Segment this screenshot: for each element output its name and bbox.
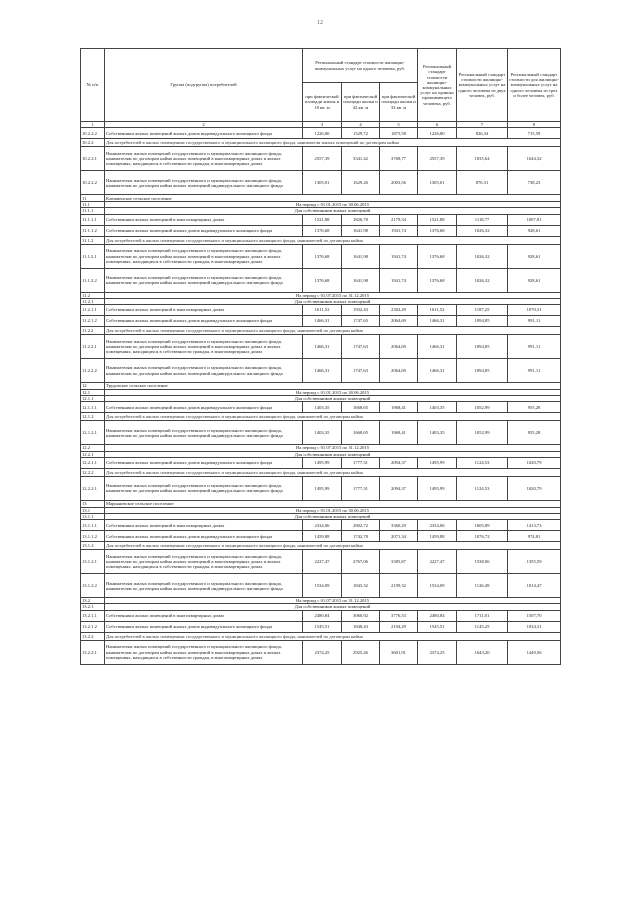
section-title: Трудовское сельское поселение: [105, 383, 561, 390]
value-cell: 1466,31: [303, 359, 342, 383]
table-row: [81, 457, 561, 468]
value-cell: 2199,32: [380, 574, 418, 598]
row-code: 13.2.1: [81, 604, 105, 610]
value-cell: 1521,88: [418, 214, 457, 225]
row-code: 13.1.1: [81, 514, 105, 520]
table-row: [81, 225, 561, 236]
value-cell: 1495,99: [418, 457, 457, 468]
row-code: 12.2.1: [81, 451, 105, 457]
value-cell: 1118,77: [457, 214, 508, 225]
row-description: Собственники жилых помещений жилых домов индивидуального жилищного фонда: [105, 621, 303, 632]
value-cell: 3768,77: [380, 147, 418, 171]
value-cell: 1605,89: [457, 520, 508, 531]
table-body: [81, 128, 561, 664]
value-cell: 3601,91: [380, 640, 418, 664]
table-row: [81, 128, 561, 139]
row-code: 10.2.2: [81, 139, 105, 147]
value-cell: 1052,99: [457, 421, 508, 445]
value-cell: 1747,63: [342, 335, 380, 359]
regional-standard-table: [80, 48, 561, 665]
value-cell: 1875,58: [380, 128, 418, 139]
row-code: 13.2.2: [81, 632, 105, 640]
period-label: Для собственников жилых помещений: [105, 298, 561, 304]
row-code: 13.1.1.1: [81, 520, 105, 531]
table-row: [81, 402, 561, 413]
row-description: Нанимателям жилых помещений государственного и муниципального жилищного фонда, нанимателям по договорам найма жилых помещений в многоквартирных домах и жилых помещениях, находящихся в собственности граждан, в многоквартирных домах: [105, 244, 303, 268]
value-cell: 2094,37: [380, 457, 418, 468]
value-cell: 2064,69: [380, 335, 418, 359]
period-label: На период с 01.01.2015 по 30.06.2015: [105, 202, 561, 208]
row-code: 11.1: [81, 202, 105, 208]
value-cell: 1466,31: [303, 316, 342, 327]
row-code: 11.2.2: [81, 327, 105, 335]
row-description: Собственники жилых помещений жилых домов индивидуального жилищного фонда: [105, 128, 303, 139]
row-code: 10.2.2.2: [81, 171, 105, 195]
row-code: 12: [81, 383, 105, 390]
value-cell: 876,31: [457, 171, 508, 195]
value-cell: 1545,51: [303, 621, 342, 632]
table-row: [81, 316, 561, 327]
row-code: 13.1: [81, 507, 105, 513]
value-cell: 1545,51: [418, 621, 457, 632]
row-description: Собственники жилых помещений жилых домов индивидуального жилищного фонда: [105, 531, 303, 542]
header-single: Региональный стандарт стоимости жилищно-коммунальных услуг на одиноко проживающего человека, руб.: [418, 49, 457, 122]
value-cell: 1034,31: [508, 621, 561, 632]
value-cell: 1668,65: [342, 402, 380, 413]
subgroup-note: Для потребителей в жилых помещениях государственного и муниципального жилищного фонда, нанимателей по договорам найма: [105, 468, 561, 476]
value-cell: 1932,43: [342, 305, 380, 316]
row-code: 12.1.1.1: [81, 402, 105, 413]
table-row: [81, 147, 561, 171]
page-number: 12: [317, 20, 323, 26]
header-code: № п/п: [81, 49, 105, 122]
header-area-42: при фактической площади жилья и 42 кв. м: [342, 83, 380, 122]
value-cell: 2227,47: [418, 550, 457, 574]
period-label: На период с 01.07.2015 по 31.12.2015: [105, 598, 561, 604]
value-cell: 1941,74: [380, 268, 418, 292]
value-cell: 1777,31: [342, 476, 380, 500]
row-code: 12.1: [81, 390, 105, 396]
table-row: [81, 640, 561, 664]
table-row: [81, 236, 561, 244]
row-description: Нанимателям жилых помещений государственного и муниципального жилищного фонда, нанимателям по договорам найма жилых помещений в многоквартирных домах и жилых помещениях, находящихся в собственности граждан, в многоквартирных домах: [105, 640, 303, 664]
table-row: [81, 550, 561, 574]
column-number: 6: [418, 122, 457, 128]
row-code: 11.1.2: [81, 236, 105, 244]
row-code: 11.2.2.1: [81, 335, 105, 359]
value-cell: 1534,09: [418, 574, 457, 598]
value-cell: 1529,72: [342, 128, 380, 139]
row-code: 13.2.2.1: [81, 640, 105, 664]
value-cell: 1355,59: [508, 550, 561, 574]
row-code: 11.1.1.2: [81, 225, 105, 236]
subgroup-note: Для потребителей в жилых помещениях государственного и муниципального жилищного фонда, нанимателей по договорам найма: [105, 632, 561, 640]
row-description: Нанимателям жилых помещений государственного и муниципального жилищного фонда, нанимателям по договорам найма жилых помещений индивидуального жилищного фонда: [105, 268, 303, 292]
value-cell: 2480,84: [303, 610, 342, 621]
value-cell: 2064,69: [380, 359, 418, 383]
value-cell: 2334,06: [418, 520, 457, 531]
column-number: 2: [105, 122, 303, 128]
table-row: [81, 500, 561, 507]
row-description: Собственники жилых помещений жилых домов индивидуального жилищного фонда: [105, 316, 303, 327]
row-code: 10.2.2.2: [81, 128, 105, 139]
value-cell: 2557,39: [418, 147, 457, 171]
section-title: Марьяновское сельское поселение: [105, 500, 561, 507]
row-code: 13.1.2.1: [81, 550, 105, 574]
table-row: [81, 383, 561, 390]
row-code: 13.2.1.2: [81, 621, 105, 632]
row-description: Нанимателям жилых помещений государственного и муниципального жилищного фонда, нанимателям по договорам найма жилых помещений индивидуального жилищного фонда: [105, 574, 303, 598]
value-cell: 991,11: [508, 359, 561, 383]
table-row: [81, 413, 561, 421]
value-cell: 1376,68: [303, 268, 342, 292]
table-row: [81, 305, 561, 316]
row-code: 11.1.2.1: [81, 244, 105, 268]
value-cell: 1968,41: [380, 421, 418, 445]
row-code: 12.1.2: [81, 413, 105, 421]
value-cell: 2071,34: [380, 531, 418, 542]
value-cell: 1968,41: [380, 402, 418, 413]
table-row: [81, 574, 561, 598]
row-code: 12.1.2.1: [81, 421, 105, 445]
row-description: Собственники жилых помещений жилых домов индивидуального жилищного фонда: [105, 402, 303, 413]
table-row: [81, 621, 561, 632]
column-number: 4: [342, 122, 380, 128]
period-label: Для собственников жилых помещений: [105, 396, 561, 402]
value-cell: 1495,99: [418, 476, 457, 500]
row-code: 12.2.2: [81, 468, 105, 476]
row-description: Нанимателям жилых помещений государственного и муниципального жилищного фонда, нанимателям по договорам найма жилых помещений индивидуального жилищного фонда: [105, 476, 303, 500]
row-code: 12.2.1.1: [81, 457, 105, 468]
table-row: [81, 421, 561, 445]
header-area-18: при фактической площади жилья и 18 кв. м: [303, 83, 342, 122]
value-cell: 1466,31: [303, 335, 342, 359]
value-cell: 1521,88: [303, 214, 342, 225]
value-cell: 1843,32: [342, 574, 380, 598]
value-cell: 1826,78: [342, 214, 380, 225]
period-label: Для собственников жилых помещений: [105, 208, 561, 214]
table-row: [81, 632, 561, 640]
row-description: Нанимателям жилых помещений государственного и муниципального жилищного фонда, нанимателям по договорам найма жилых помещений индивидуального жилищного фонда: [105, 171, 303, 195]
value-cell: 1376,68: [418, 225, 457, 236]
table-row: [81, 531, 561, 542]
row-description: Собственники жилых помещений в многоквартирных домах: [105, 214, 303, 225]
header-group: Группа (подгруппа) потребителей: [105, 49, 303, 122]
value-cell: 1641,98: [342, 268, 380, 292]
value-cell: 3776,53: [380, 610, 418, 621]
value-cell: 1226,80: [303, 128, 342, 139]
subgroup-note: Для потребителей в жилых помещениях государственного и муниципального жилищного фонда, нанимателей по договорам найма: [105, 327, 561, 335]
value-cell: 1747,63: [342, 359, 380, 383]
value-cell: 1466,31: [418, 359, 457, 383]
value-cell: 1126,49: [457, 574, 508, 598]
row-code: 12.1.1: [81, 396, 105, 402]
value-cell: 1124,53: [457, 457, 508, 468]
period-label: Для собственников жилых помещений: [105, 451, 561, 457]
value-cell: 1052,99: [457, 402, 508, 413]
value-cell: 1534,09: [303, 574, 342, 598]
value-cell: 1711,01: [457, 610, 508, 621]
value-cell: 1376,68: [418, 268, 457, 292]
value-cell: 1668,65: [342, 421, 380, 445]
value-cell: 1376,68: [303, 244, 342, 268]
value-cell: 1305,01: [418, 171, 457, 195]
row-description: Собственники жилых помещений жилых домов индивидуального жилищного фонда: [105, 225, 303, 236]
row-code: 11.2.1.1: [81, 305, 105, 316]
row-code: 11.1.1.1: [81, 214, 105, 225]
row-code: 13.1.1.2: [81, 531, 105, 542]
value-cell: 991,11: [508, 335, 561, 359]
value-cell: 2374,25: [303, 640, 342, 664]
row-code: 13.2.1.1: [81, 610, 105, 621]
table-header: [81, 49, 561, 128]
value-cell: 1403,35: [303, 402, 342, 413]
value-cell: 1777,31: [342, 457, 380, 468]
value-cell: 2767,06: [342, 550, 380, 574]
period-label: Для собственников жилых помещений: [105, 604, 561, 610]
row-code: 11.2.1.2: [81, 316, 105, 327]
value-cell: 1145,25: [457, 621, 508, 632]
table-row: [81, 359, 561, 383]
value-cell: 1538,06: [457, 550, 508, 574]
value-cell: 1466,31: [418, 335, 457, 359]
subgroup-note: Для потребителей в жилых помещениях государственного и муниципального жилищного фонда, наниматели жилых помещений по договорам найма: [105, 139, 561, 147]
value-cell: 1611,52: [418, 305, 457, 316]
value-cell: 1941,74: [380, 244, 418, 268]
table-row: [81, 195, 561, 202]
column-number: 3: [303, 122, 342, 128]
row-code: 11.2.1: [81, 298, 105, 304]
table-row: [81, 171, 561, 195]
row-description: Нанимателям жилых помещений государственного и муниципального жилищного фонда, нанимателям по договорам найма жилых помещений в многоквартирных домах и жилых помещениях, находящихся в собственности граждан, в многоквартирных домах: [105, 550, 303, 574]
value-cell: 1403,35: [418, 402, 457, 413]
table-row: [81, 139, 561, 147]
value-cell: 1403,35: [303, 421, 342, 445]
value-cell: 1644,32: [508, 147, 561, 171]
value-cell: 1020,79: [508, 476, 561, 500]
row-description: Собственники жилых помещений в многоквартирных домах: [105, 305, 303, 316]
row-description: Собственники жилых помещений жилых домов индивидуального жилищного фонда: [105, 457, 303, 468]
value-cell: 715,59: [508, 128, 561, 139]
value-cell: 1305,01: [303, 171, 342, 195]
period-label: На период с 01.01.2015 по 30.06.2015: [105, 390, 561, 396]
value-cell: 1459,88: [418, 531, 457, 542]
value-cell: 826,34: [457, 128, 508, 139]
table-row: [81, 214, 561, 225]
value-cell: 1026,32: [457, 244, 508, 268]
value-cell: 1641,98: [342, 244, 380, 268]
row-code: 11: [81, 195, 105, 202]
row-description: Нанимателям жилых помещений государственного и муниципального жилищного фонда, нанимателям по договорам найма жилых помещений индивидуального жилищного фонда: [105, 421, 303, 445]
value-cell: 1020,79: [508, 457, 561, 468]
table-row: [81, 327, 561, 335]
row-code: 13.2: [81, 598, 105, 604]
value-cell: 738,23: [508, 171, 561, 195]
value-cell: 1376,68: [418, 244, 457, 268]
value-cell: 991,11: [508, 316, 561, 327]
row-code: 13.1.2.2: [81, 574, 105, 598]
row-code: 12.2.2.1: [81, 476, 105, 500]
value-cell: 1094,85: [457, 316, 508, 327]
header-norm-group: Региональный стандарт стоимости жилищно-коммунальных услуг на одного человека, руб.: [303, 49, 418, 83]
period-label: Для собственников жилых помещений: [105, 514, 561, 520]
value-cell: 2925,26: [342, 640, 380, 664]
value-cell: 1070,31: [508, 305, 561, 316]
header-three: Региональный стандарт стоимости для жилищно-коммунальных услуг на одного человека из трех и более человек, руб.: [508, 49, 561, 122]
value-cell: 1629,26: [342, 171, 380, 195]
row-code: 11.1.1: [81, 208, 105, 214]
value-cell: 1643,20: [457, 640, 508, 664]
value-cell: 1026,32: [457, 225, 508, 236]
value-cell: 1187,25: [457, 305, 508, 316]
value-cell: 2194,29: [380, 621, 418, 632]
value-cell: 1413,73: [508, 520, 561, 531]
table-row: [81, 268, 561, 292]
value-cell: 1742,78: [342, 531, 380, 542]
value-cell: 1507,70: [508, 610, 561, 621]
value-cell: 2179,34: [380, 214, 418, 225]
value-cell: 2302,29: [380, 305, 418, 316]
value-cell: 2094,37: [380, 476, 418, 500]
value-cell: 1094,85: [457, 359, 508, 383]
row-description: Собственники жилых помещений в многоквартирных домах: [105, 520, 303, 531]
row-description: Нанимателям жилых помещений государственного и муниципального жилищного фонда, нанимателям по договорам найма жилых помещений в многоквартирных домах и жилых помещениях, находящихся в собственности граждан, в многоквартирных домах: [105, 147, 303, 171]
value-cell: 1459,88: [303, 531, 342, 542]
value-cell: 2374,25: [418, 640, 457, 664]
period-label: На период с 01.01.2015 по 30.06.2015: [105, 507, 561, 513]
column-number: 1: [81, 122, 105, 128]
value-cell: 1124,53: [457, 476, 508, 500]
value-cell: 2334,06: [303, 520, 342, 531]
value-cell: 1026,32: [457, 268, 508, 292]
subgroup-note: Для потребителей в жилых помещениях государственного и муниципального жилищного фонда, нанимателей по договорам найма: [105, 542, 561, 550]
value-cell: 1611,52: [303, 305, 342, 316]
header-area-33: при фактической площади жилья и 33 кв. м: [380, 83, 418, 122]
row-description: Нанимателям жилых помещений государственного и муниципального жилищного фонда, нанимателям по договорам найма жилых помещений в многоквартирных домах и жилых помещениях, находящихся в собственности граждан, в многоквартирных домах: [105, 335, 303, 359]
value-cell: 928,61: [508, 268, 561, 292]
value-cell: 1007,81: [508, 214, 561, 225]
value-cell: 3341,42: [342, 147, 380, 171]
table-row: [81, 520, 561, 531]
value-cell: 1376,68: [303, 225, 342, 236]
value-cell: 2480,84: [418, 610, 457, 621]
value-cell: 1495,99: [303, 457, 342, 468]
header-two: Региональный стандарт стоимости жилищно-коммунальных услуг на одного человека из двух человек, руб.: [457, 49, 508, 122]
value-cell: 2557,39: [303, 147, 342, 171]
value-cell: 928,61: [508, 225, 561, 236]
row-code: 10.2.2.1: [81, 147, 105, 171]
table-row: [81, 335, 561, 359]
value-cell: 1466,31: [418, 316, 457, 327]
value-cell: 3385,87: [380, 550, 418, 574]
value-cell: 1449,56: [508, 640, 561, 664]
value-cell: 1094,85: [457, 335, 508, 359]
value-cell: 1014,47: [508, 574, 561, 598]
value-cell: 2003,56: [380, 171, 418, 195]
section-title: Клюквенское сельское поселение: [105, 195, 561, 202]
row-code: 12.2: [81, 445, 105, 451]
row-code: 13.1.2: [81, 542, 105, 550]
value-cell: 1403,35: [418, 421, 457, 445]
row-description: Собственники жилых помещений в многоквартирных домах: [105, 610, 303, 621]
column-number: 8: [508, 122, 561, 128]
value-cell: 974,81: [508, 531, 561, 542]
value-cell: 1226,80: [418, 128, 457, 139]
value-cell: 2802,72: [342, 520, 380, 531]
subgroup-note: Для потребителей в жилых помещениях государственного и муниципального жилищного фонда, нанимателей по договорам найма: [105, 413, 561, 421]
table-row: [81, 610, 561, 621]
value-cell: 2064,69: [380, 316, 418, 327]
column-number: 5: [380, 122, 418, 128]
table-row: [81, 244, 561, 268]
value-cell: 1641,98: [342, 225, 380, 236]
value-cell: 2227,47: [303, 550, 342, 574]
row-code: 11.1.2.2: [81, 268, 105, 292]
value-cell: 955,28: [508, 421, 561, 445]
row-description: Нанимателям жилых помещений государственного и муниципального жилищного фонда, нанимателям по договорам найма жилых помещений индивидуального жилищного фонда: [105, 359, 303, 383]
value-cell: 955,28: [508, 402, 561, 413]
value-cell: 1835,64: [457, 147, 508, 171]
table-row: [81, 476, 561, 500]
value-cell: 1747,63: [342, 316, 380, 327]
value-cell: 1495,99: [303, 476, 342, 500]
table-row: [81, 542, 561, 550]
table-row: [81, 468, 561, 476]
column-number: 7: [457, 122, 508, 128]
subgroup-note: Для потребителей в жилых помещениях государственного и муниципального жилищного фонда, нанимателей по договорам найма: [105, 236, 561, 244]
row-code: 13: [81, 500, 105, 507]
value-cell: 3060,92: [342, 610, 380, 621]
value-cell: 1941,74: [380, 225, 418, 236]
row-code: 11.2: [81, 292, 105, 298]
value-cell: 928,61: [508, 244, 561, 268]
value-cell: 3360,29: [380, 520, 418, 531]
value-cell: 1848,43: [342, 621, 380, 632]
value-cell: 1076,72: [457, 531, 508, 542]
period-label: На период с 01.07.2015 по 31.12.2015: [105, 292, 561, 298]
row-code: 11.2.2.2: [81, 359, 105, 383]
period-label: На период с 01.07.2015 по 31.12.2015: [105, 445, 561, 451]
